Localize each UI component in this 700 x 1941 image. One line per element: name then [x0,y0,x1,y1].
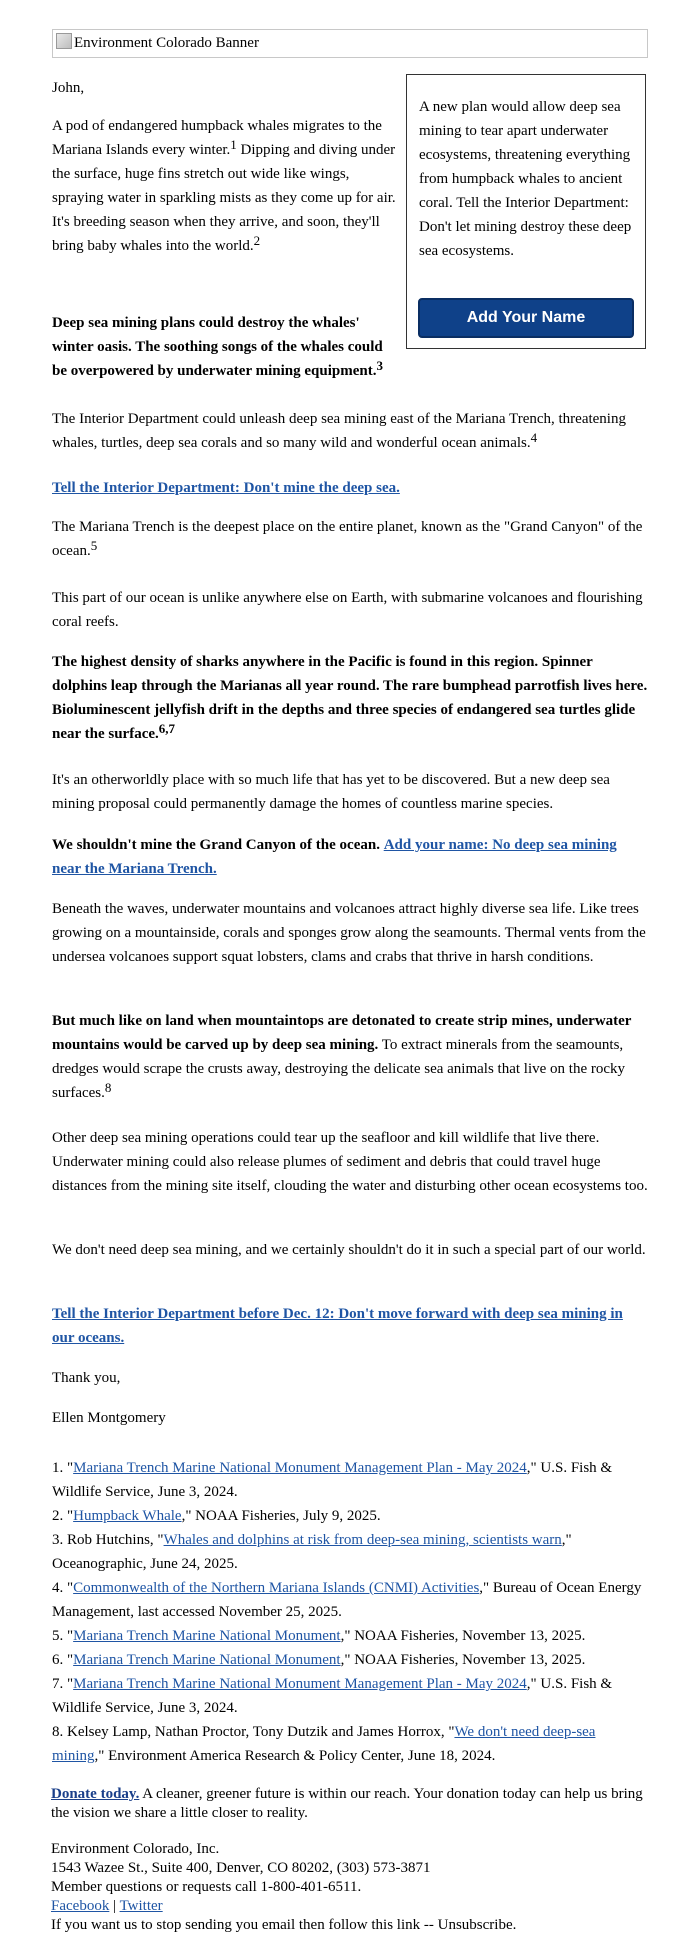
member-line: Member questions or requests call 1-800-401-6511. [51,1879,362,1895]
intro-paragraph: A pod of endangered humpback whales migrates to the Mariana Islands every winter.$^1$ Dipping and diving under the surface, huge fins stretch out wide like wings, spraying water in sparkling mists as they come up for air. It's breeding season when they arrive, and soon, they'll bring baby whales into the world.$^2$ [52,118,396,254]
unsubscribe-line[interactable]: If you want us to stop sending you email then follow this link -- Unsubscribe. [51,1917,517,1933]
petition-link-3[interactable]: Tell the Interior Department before Dec. 12: Don't move forward with deep sea mining in our oceans. [52,1306,623,1346]
add-your-name-button[interactable]: Add Your Name [418,298,634,338]
seamounts-paragraph: Beneath the waves, underwater mountains and volcanoes attract highly diverse sea life. Like trees growing on a mountainside, corals and sponges grow along the seamounts. Thermal vents from the undersea volcanoes support squat lobsters, clams and crabs that thrive in harsh conditions. [52,901,646,965]
grand-canyon-paragraph: We shouldn't mine the Grand Canyon of the ocean. Add your name: No deep sea mining near the Mariana Trench. [52,837,617,877]
reference-item: 8. Kelsey Lamp, Nathan Proctor, Tony Dutzik and James Horrox, "We don't need deep-sea mining," Environment America Research & Policy Center, June 18, 2024. [52,1724,596,1764]
reference-link[interactable]: Whales and dolphins at risk from deep-sea mining, scientists warn [163,1532,562,1548]
org-address: 1543 Wazee St., Suite 400, Denver, CO 80202, (303) 573-3871 [51,1860,431,1876]
callout-box [406,74,646,349]
banner-image [52,29,648,58]
petition-link-2[interactable]: Add your name: No deep sea mining near the Mariana Trench. [52,837,617,877]
signature: Ellen Montgomery [52,1410,166,1426]
social-links: Facebook | Twitter [51,1898,163,1914]
threat-paragraph: Deep sea mining plans could destroy the whales' winter oasis. The soothing songs of the whales could be overpowered by underwater mining equipment.$^3$ [52,315,383,379]
facebook-link[interactable]: Facebook [51,1898,110,1914]
reference-item: 3. Rob Hutchins, "Whales and dolphins at risk from deep-sea mining, scientists warn," Oceanographic, June 24, 2025. [52,1532,572,1572]
reference-link[interactable]: Mariana Trench Marine National Monument [73,1628,341,1644]
reference-item: 5. "Mariana Trench Marine National Monument," NOAA Fisheries, November 13, 2025. [52,1628,586,1644]
dont-need-paragraph: We don't need deep sea mining, and we certainly shouldn't do it in such a special part of our world. [52,1242,646,1258]
references-list [52,1456,648,1768]
reference-link[interactable]: Mariana Trench Marine National Monument Management Plan - May 2024 [73,1676,527,1692]
broken-image-icon [56,33,72,49]
unique-paragraph: This part of our ocean is unlike anywhere else on Earth, with submarine volcanoes and flourishing coral reefs. [52,590,643,630]
seafloor-paragraph: Other deep sea mining operations could tear up the seafloor and kill wildlife that live there. Underwater mining could also release plumes of sediment and debris that could travel huge distances from the mining site itself, clouding the water and disturbing other ocean ecosystems too. [52,1130,648,1194]
signoff: Thank you, [52,1370,121,1386]
reference-link[interactable]: Humpback Whale [73,1508,182,1524]
petition-link-1[interactable]: Tell the Interior Department: Don't mine the deep sea. [52,480,400,496]
strip-mines-paragraph: But much like on land when mountaintops are detonated to create strip mines, underwater mountains would be carved up by deep sea mining. To extract minerals from the seamounts, dredges would scrape the crusts away, destroying the delicate sea animals that live on the rocky surfaces.$^8$ [52,1013,632,1101]
donate-link[interactable]: Donate today. [51,1786,140,1802]
interior-paragraph: The Interior Department could unleash deep sea mining east of the Mariana Trench, threatening whales, turtles, deep sea corals and so many wild and wonderful ocean animals.$^4$ [52,411,626,451]
reference-item: 4. "Commonwealth of the Northern Mariana Islands (CNMI) Activities," Bureau of Ocean Energy Management, last accessed November 25, 2025. [52,1580,642,1620]
greeting: John, [52,80,85,96]
twitter-link[interactable]: Twitter [119,1898,163,1914]
petition-link-3-paragraph [52,1302,648,1350]
otherworldly-paragraph: It's an otherworldly place with so much life that has yet to be discovered. But a new deep sea mining proposal could permanently damage the homes of countless marine species. [52,772,610,812]
petition-link-1-paragraph [52,476,648,500]
reference-link[interactable]: We don't need deep-sea mining [52,1724,596,1764]
donate-line: Donate today. A cleaner, greener future is within our reach. Your donation today can help us bring the vision we share a little closer to reality. [51,1786,643,1821]
donate-footer [51,1785,651,1823]
reference-item: 1. "Mariana Trench Marine National Monument Management Plan - May 2024," U.S. Fish & Wildlife Service, June 3, 2024. [52,1460,613,1500]
banner-alt-text: Environment Colorado Banner [74,35,259,51]
reference-link[interactable]: Mariana Trench Marine National Monument [73,1652,341,1668]
callout-text: A new plan would allow deep sea mining to tear apart underwater ecosystems, threatening everything from humpback whales to ancient coral. Tell the Interior Department: Don't let mining destroy these deep sea ecosystems. [419,99,632,259]
reference-item: 7. "Mariana Trench Marine National Monument Management Plan - May 2024," U.S. Fish & Wildlife Service, June 3, 2024. [52,1676,613,1716]
reference-link[interactable]: Commonwealth of the Northern Mariana Islands (CNMI) Activities [73,1580,480,1596]
org-name: Environment Colorado, Inc. [51,1841,220,1857]
reference-link[interactable]: Mariana Trench Marine National Monument Management Plan - May 2024 [73,1460,527,1476]
reference-item: 6. "Mariana Trench Marine National Monument," NOAA Fisheries, November 13, 2025. [52,1652,586,1668]
org-footer [51,1840,651,1935]
trench-paragraph: The Mariana Trench is the deepest place on the entire planet, known as the "Grand Canyon" of the ocean.$^5$ [52,519,643,559]
reference-item: 2. "Humpback Whale," NOAA Fisheries, July 9, 2025. [52,1508,381,1524]
wildlife-paragraph: The highest density of sharks anywhere in the Pacific is found in this region. Spinner dolphins leap through the Marianas all year round. The rare bumphead parrotfish lives here. Bioluminescent jellyfish drift in the depths and three species of endangered sea turtles glide near the surface.$^{6,7}$ [52,654,648,742]
